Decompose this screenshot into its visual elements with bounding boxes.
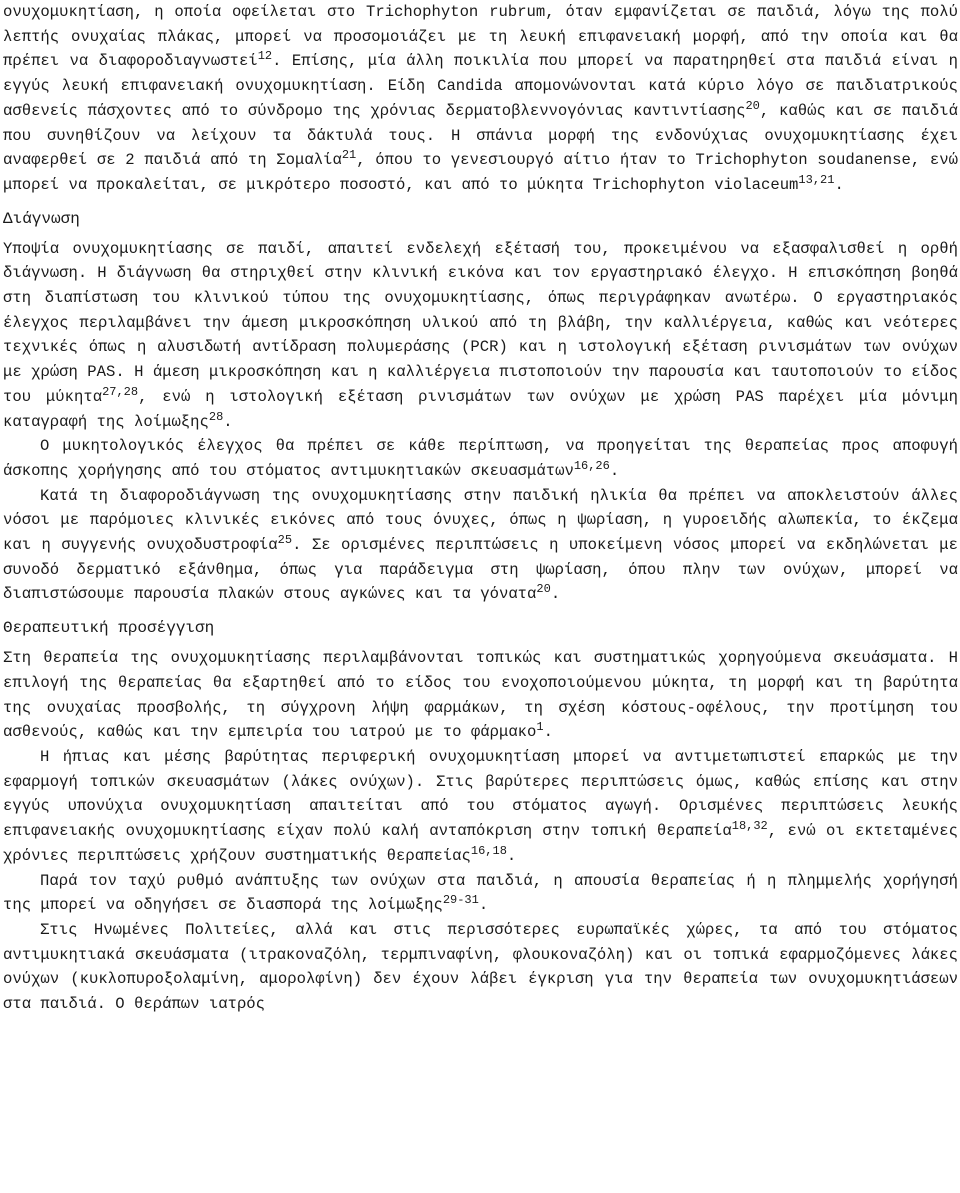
text-run: ονυχομυκητίαση, η οποία οφείλεται στο Trichophyton rubrum, όταν εμφανίζεται σε παιδιά, λόγω της πολύ λεπτής ονυχαίας πλάκας, μπορεί να προσομοιάζει με τη λευκή επιφανειακή μορφή, από την οποία και θα πρέπει να διαφοροδιαγνωστεί	[3, 3, 958, 71]
text-run: Στις Ηνωμένες Πολιτείες, αλλά και στις περισσότερες ευρωπαϊκές χώρες, τα από του στόματος αντιμυκητιακά σκευάσματα (ιτρακοναζόλη, τερμπιναφίνη, φλουκοναζόλη) και οι τοπικά εφαρμοζόμενες λάκες ονύχων (κυκλοπυροξολαμίνη, αμορολφίνη) δεν έχουν λάβει έγκριση για την θεραπεία των ονυχομυκητιάσεων στα παιδιά. Ο θεράπων ιατρός	[3, 920, 958, 1014]
text-run: Υποψία ονυχομυκητίασης σε παιδί, απαιτεί ενδελεχή εξέτασή του, προκειμένου να εξασφαλισθεί η ορθή διάγνωση. Η διάγνωση θα στηριχθεί στην κλινική εικόνα και τον εργαστηριακό έλεγχο. Η επισκόπηση βοηθά στη διαπίστωση του κλινικού τύπου της ονυχομυκητίασης, όπως περιγράφηκαν ανωτέρω. Ο εργαστηριακός έλεγχος περιλαμβάνει την άμεση μικροσκόπηση υλικού από τη βλάβη, την καλλιέργεια, καθώς και νεότερες τεχνικές όπως η αλυσιδωτή αντίδραση πολυμεράσης (PCR) και η ιστολογική εξέταση ρινισμάτων των ονύχων με χρώση PAS. Η άμεση μικροσκόπηση και η καλλιέργεια πιστοποιούν την παρουσία και ταυτοποιούν το είδος του μύκητα	[3, 239, 958, 406]
citation-superscript: 1	[536, 720, 544, 735]
text-run: .	[506, 846, 517, 865]
citation-superscript: 29-31	[442, 893, 479, 908]
text-run: . Επίσης, μία άλλη ποικιλία που μπορεί να παρατηρηθεί στα παιδιά είναι η εγγύς λευκή επιφανειακή ονυχομυκητίαση. Είδη Candida απομονώνονται κατά κύριο λόγο σε παιδιατρικούς ασθενείς πάσχοντες από το σύνδρομο της χρόνιας δερματοβλεννογόνιας καντιντίασης	[3, 52, 958, 120]
paragraph	[3, 484, 958, 608]
text-run: . Σε ορισμένες περιπτώσεις η υποκείμενη νόσος μπορεί να εκδηλώνεται με συνοδό δερματικό εξάνθημα, όπως για παράδειγμα στη ψωρίαση, όπου πλην των ονύχων, μπορεί να διαπιστώσουμε παρουσία πλακών στους αγκώνες και τα γόνατα	[3, 536, 958, 604]
citation-superscript: 18,32	[731, 819, 768, 834]
text-run: .	[550, 585, 561, 604]
text-run: .	[478, 896, 489, 915]
text-run: .	[834, 175, 844, 194]
text-run: , ενώ οι εκτεταμένες χρόνιες περιπτώσεις χρήζουν συστηματικής θεραπείας	[3, 822, 958, 865]
paragraph	[3, 646, 958, 745]
citation-superscript: 13,21	[798, 172, 835, 187]
text-run: , ενώ η ιστολογική εξέταση ρινισμάτων των ονύχων με χρώση PAS παρέχει μία μόνιμη καταγραφή της λοίμωξης	[3, 387, 958, 431]
paragraph	[3, 918, 958, 1017]
citation-superscript: 20	[536, 582, 551, 597]
text-run: , όπου το γενεσιουργό αίτιο ήταν το Trichophyton soudanense, ενώ μπορεί να προκαλείται, σε μικρότερο ποσοστό, και από το μύκητα Trichophyton violaceum	[3, 151, 958, 194]
text-run: Παρά τον ταχύ ρυθμό ανάπτυξης των ονύχων στα παιδιά, η απουσία θεραπείας ή η πλημμελής χορήγησή της μπορεί να οδηγήσει σε διασπορά της λοίμωξης	[3, 871, 958, 915]
text-run: Στη θεραπεία της ονυχομυκητίασης περιλαμβάνονται τοπικώς και συστηματικώς χορηγούμενα σκευάσματα. Η επιλογή της θεραπείας θα εξαρτηθεί από το είδος του ενοχοποιούμενου μύκητα, τη μορφή και τη βαρύτητα της ονυχαίας προσβολής, τη σύγχρονη λήψη φαρμάκων, τη σχέση κόστους-οφέλους, την προτίμηση του ασθενούς, καθώς και την εμπειρία του ιατρού με το φάρμακο	[3, 649, 958, 742]
paragraph	[3, 745, 958, 869]
paragraph	[3, 869, 958, 918]
citation-superscript: 21	[341, 148, 357, 163]
text-run: Θεραπευτική προσέγγιση	[3, 619, 215, 638]
citation-superscript: 16,18	[470, 843, 507, 858]
text-run: .	[609, 461, 620, 480]
citation-superscript: 12	[257, 49, 273, 64]
text-run: .	[223, 412, 233, 431]
paragraph	[3, 237, 958, 435]
text-run: Διάγνωση	[3, 209, 80, 228]
citation-superscript: 28	[208, 409, 224, 424]
section-heading	[3, 206, 958, 232]
text-run: Η ήπιας και μέσης βαρύτητας περιφερική ονυχομυκητίαση μπορεί να αντιμετωπιστεί επαρκώς με την εφαρμογή τοπικών σκευασμάτων (λάκες ονύχων). Στις βαρύτερες περιπτώσεις όμως, καθώς επίσης και στην εγγύς υπονύχια ονυχομυκητίαση απαιτείται από του στόματος αγωγή. Ορισμένες περιπτώσεις λευκής επιφανειακής ονυχομυκητίασης είχαν πολύ καλή ανταπόκριση στην τοπική θεραπεία	[3, 747, 958, 841]
citation-superscript: 25	[277, 533, 293, 548]
section-heading	[3, 615, 958, 641]
paragraph	[3, 434, 958, 483]
text-run: Ο μυκητολογικός έλεγχος θα πρέπει σε κάθε περίπτωση, να προηγείται της θεραπείας προς αποφυγή άσκοπης χορήγησης από του στόματος αντιμυκητιακών σκευασμάτων	[3, 437, 958, 480]
citation-superscript: 20	[745, 98, 760, 113]
citation-superscript: 16,26	[573, 458, 610, 473]
text-run: Κατά τη διαφοροδιάγνωση της ονυχομυκητίασης στην παιδική ηλικία θα πρέπει να αποκλειστούν άλλες νόσοι με παρόμοιες κλινικές εικόνες από τους όνυχες, όπως η ψωρίαση, η γυροειδής αλωπεκία, το έκζεμα και η συγγενής ονυχοδυστροφία	[3, 486, 958, 555]
paragraph	[3, 0, 958, 198]
text-run: .	[543, 723, 553, 742]
citation-superscript: 27,28	[102, 384, 139, 399]
text-run: , καθώς και σε παιδιά που συνηθίζουν να λείχουν τα δάκτυλά τους. Η σπάνια μορφή της ενδονύχιας ονυχομυκητίασης έχει αναφερθεί σε 2 παιδιά από τη Σομαλία	[3, 101, 959, 170]
